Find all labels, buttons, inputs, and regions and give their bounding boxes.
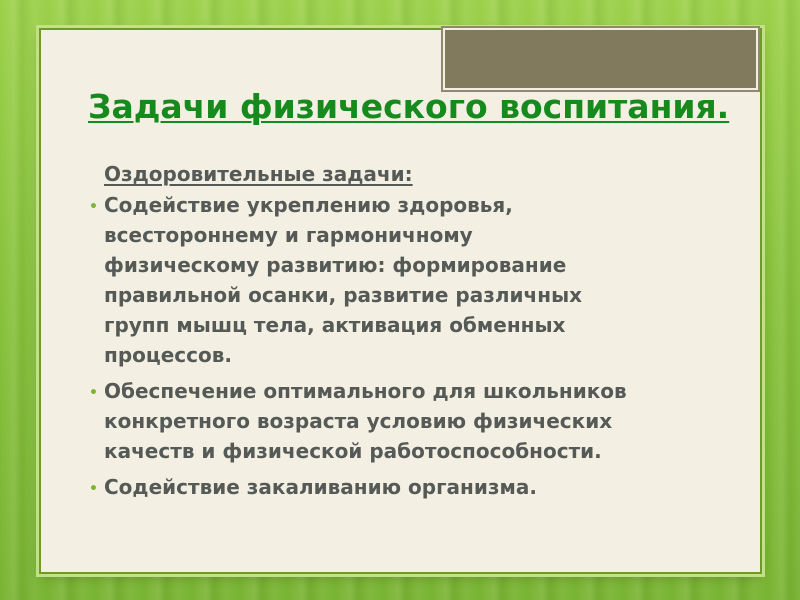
bullet-list	[89, 190, 786, 502]
bullet-dot-icon: •	[89, 199, 98, 215]
bullet-dot-icon: •	[89, 385, 98, 401]
bullet-item	[89, 472, 786, 502]
bullet-line: всестороннему и гармоничному	[104, 223, 473, 247]
bullet-line: качеств и физической работоспособности.	[104, 439, 602, 463]
bullet-line: Содействие укреплению здоровья,	[104, 193, 513, 217]
bullet-dot-icon: •	[89, 481, 98, 497]
slide-panel	[41, 30, 760, 572]
bullet-line: конкретного возраста условию физических	[104, 409, 613, 433]
bullet-line: Содействие закаливанию организма.	[104, 475, 537, 499]
bullet-item	[89, 376, 786, 466]
bullet-line: Обеспечение оптимального для школьников	[104, 379, 627, 403]
bullet-line: правильной осанки, развитие различных	[104, 283, 583, 307]
decorative-tab	[445, 30, 756, 88]
slide-title: Задачи физического воспитания.	[88, 87, 730, 126]
bullet-line: физическому развитию: формирование	[104, 253, 567, 277]
bullet-item	[89, 190, 786, 370]
bullet-line: процессов.	[104, 343, 232, 367]
subheading: Оздоровительные задачи:	[104, 162, 413, 186]
slide-content	[89, 162, 786, 508]
bullet-line: групп мышц тела, активация обменных	[104, 313, 566, 337]
